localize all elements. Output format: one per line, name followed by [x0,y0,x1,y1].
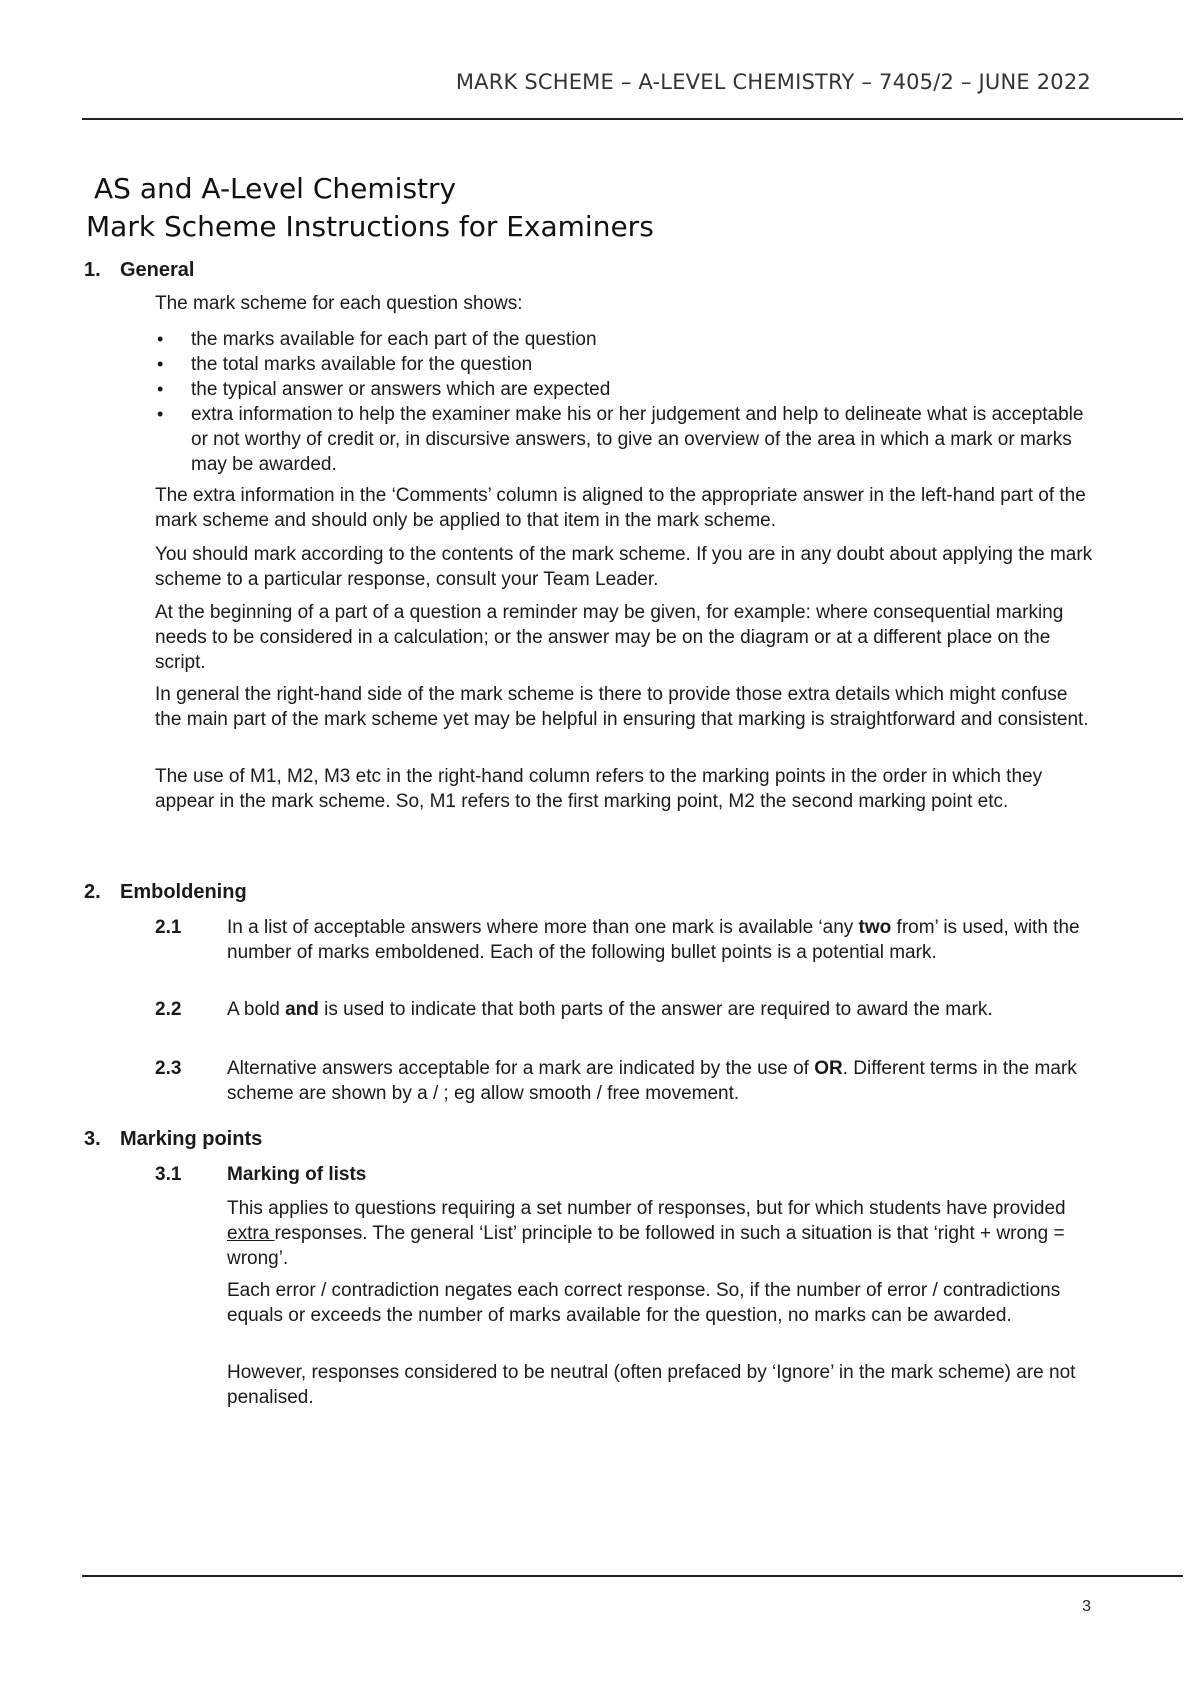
header-rule [82,118,1183,120]
header-title: MARK SCHEME – A-LEVEL CHEMISTRY – 7405/2 – JUNE 2022 [455,70,1091,94]
section-marking-points-heading [84,1127,262,1152]
subsection-number: 3.1 [155,1164,182,1185]
item-bold-text: and [285,999,319,1020]
general-paragraph: The extra information in the ‘Comments’ column is aligned to the appropriate answer in the left-hand part of the mark scheme and should only be applied to that item in the mark scheme. [155,485,1086,531]
section-title: General [120,259,195,281]
item-number: 2.1 [155,917,182,938]
document-title [86,170,654,246]
emboldening-item-2-1 [227,915,1107,965]
item-number: 2.3 [155,1058,182,1079]
title-line-1: AS and A-Level Chemistry [94,172,457,205]
underlined-text: extra [227,1223,275,1244]
section-number: 3. [84,1128,101,1150]
general-paragraph: The use of M1, M2, M3 etc in the right-hand column refers to the marking points in the order in which they appear in the mark scheme. So, M1 refers to the first marking point, M2 the second marking point etc. [155,766,1043,812]
general-intro: The mark scheme for each question shows: [155,293,523,314]
item-text: . Different terms in the mark scheme are shown by a / ; eg allow smooth / free movement. [227,1058,1077,1104]
item-number: 2.2 [155,999,182,1020]
item-text: A bold [227,999,286,1020]
section-title: Emboldening [120,881,247,903]
section-title: Marking points [120,1128,263,1150]
list-item: • the marks available for each part of the question [155,327,1095,352]
general-paragraph: You should mark according to the contents of the mark scheme. If you are in any doubt about applying the mark scheme to a particular response, consult your Team Leader. [155,544,1093,590]
general-bullet-list [155,327,1095,477]
item-bold-text: two [858,917,892,938]
section-emboldening-heading [84,880,247,905]
paragraph-text: This applies to questions requiring a set number of responses, but for which students have provided [227,1198,1066,1219]
marking-lists-paragraph [227,1196,1107,1271]
item-text: is used to indicate that both parts of the answer are required to award the mark. [318,999,993,1020]
emboldening-item-2-3 [227,1056,1107,1106]
item-bold-text: OR [814,1058,843,1079]
subsection-title: Marking of lists [227,1164,367,1185]
item-text: In a list of acceptable answers where more than one mark is available ‘any [227,917,859,938]
marking-lists-paragraph: However, responses considered to be neutral (often prefaced by ‘Ignore’ in the mark scheme) are not penalised. [227,1362,1076,1408]
footer-rule [82,1575,1183,1577]
section-number: 2. [84,881,101,903]
general-paragraph: In general the right-hand side of the mark scheme is there to provide those extra details which might confuse the main part of the mark scheme yet may be helpful in ensuring that marking is straightforward and consistent. [155,684,1089,730]
marking-lists-paragraph: Each error / contradiction negates each correct response. So, if the number of error / contradictions equals or exceeds the number of marks available for the question, no marks can be awarded. [227,1280,1061,1326]
general-paragraph: At the beginning of a part of a question a reminder may be given, for example: where consequential marking needs to be considered in a calculation; or the answer may be on the diagram or at a different place on the script. [155,602,1064,673]
list-item: • extra information to help the examiner make his or her judgement and help to delineate what is acceptable or not worthy of credit or, in discursive answers, to give an overview of the area in which a mark or marks may be awarded. [155,402,1095,477]
section-general-heading [84,258,194,283]
emboldening-item-2-2 [227,997,1107,1022]
page-number: 3 [1082,1598,1091,1615]
item-text: from’ is used, with the number of marks emboldened. Each of the following bullet points is a potential mark. [227,917,1080,963]
title-line-2: Mark Scheme Instructions for Examiners [86,210,654,243]
section-number: 1. [84,259,101,281]
list-item: • the total marks available for the question [155,352,1095,377]
paragraph-text: responses. The general ‘List’ principle to be followed in such a situation is that ‘right + wrong = wrong’. [227,1223,1065,1269]
list-item: • the typical answer or answers which are expected [155,377,1095,402]
item-text: Alternative answers acceptable for a mark are indicated by the use of [227,1058,815,1079]
